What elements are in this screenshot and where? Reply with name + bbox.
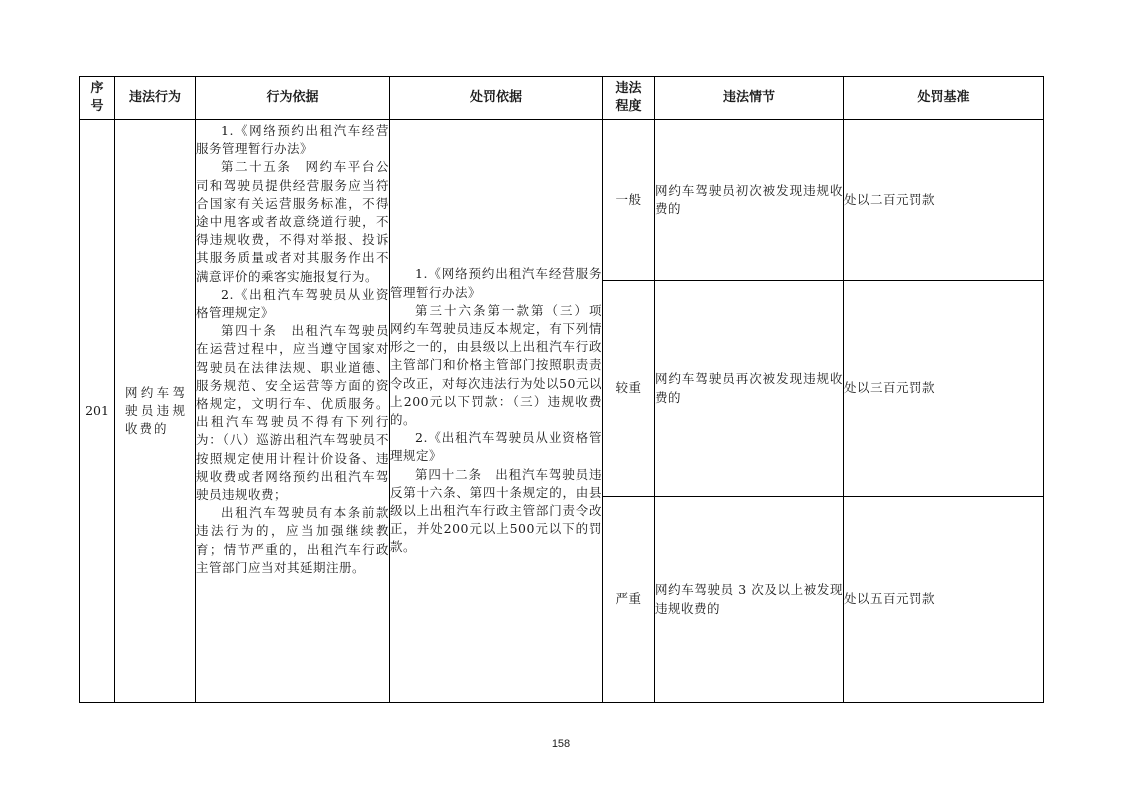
basis-paragraph: 第四十条 出租汽车驾驶员在运营过程中，应当遵守国家对驾驶员在法律法规、职业道德、服务规范、安全运营等方面的资格规定，文明行车、优质服务。出租汽车驾驶员不得有下列行为：（八）巡游出租汽车驾驶员不按照规定使用计程计价设备、违规收费或者网络预约出租汽车驾驶员违规收费； bbox=[196, 323, 389, 503]
punish-basis-paragraph: 第三十六条第一款第（三）项 网约车驾驶员违反本规定，有下列情形之一的，由县级以上出租汽车行政主管部门和价格主管部门按照职责责令改正，对每次违法行为处以50元以上200元以下罚款：（三）违规收费的。 bbox=[390, 302, 616, 427]
cell-standard: 处以二百元罚款 bbox=[844, 120, 1044, 281]
penalty-standard-table bbox=[79, 76, 1044, 703]
cell-circumstance: 网约车驾驶员再次被发现违规收费的 bbox=[655, 281, 844, 497]
cell-standard: 处以五百元罚款 bbox=[844, 497, 1044, 703]
table-row bbox=[80, 120, 1044, 281]
basis-paragraph: 1.《网络预约出租汽车经营服务管理暂行办法》 bbox=[196, 123, 389, 157]
table-header-row bbox=[80, 77, 1044, 120]
basis-paragraph: 2.《出租汽车驾驶员从业资格管理规定》 bbox=[196, 286, 389, 321]
punish-basis-paragraph: 1.《网络预约出租汽车经营服务管理暂行办法》 bbox=[390, 266, 602, 300]
cell-behavior-basis bbox=[196, 120, 390, 703]
basis-paragraph: 出租汽车驾驶员有本条前款违法行为的，应当加强继续教育；情节严重的，出租汽车行政主管部门应当对其延期注册。 bbox=[196, 505, 389, 575]
cell-punishment-basis bbox=[390, 120, 616, 703]
header-punish-basis: 处罚依据 bbox=[390, 77, 603, 120]
punish-basis-paragraph: 第四十二条 出租汽车驾驶员违反第十六条、第四十条规定的，由县级以上出租汽车行政主管部门责令改正，并处200元以上500元以下的罚款。 bbox=[390, 466, 602, 555]
cell-circumstance: 网约车驾驶员初次被发现违规收费的 bbox=[655, 120, 844, 281]
header-basis: 行为依据 bbox=[196, 77, 390, 120]
cell-degree: 较重 bbox=[603, 281, 655, 497]
cell-degree: 一般 bbox=[603, 120, 655, 281]
header-violation: 违法行为 bbox=[115, 77, 196, 120]
header-degree: 违法程度 bbox=[603, 77, 655, 120]
cell-degree: 严重 bbox=[603, 497, 655, 703]
basis-paragraph: 第二十五条 网约车平台公司和驾驶员提供经营服务应当符合国家有关运营服务标准，不得途中甩客或者故意绕道行驶，不得违规收费，不得对举报、投诉其服务质量或者对其服务作出不满意评价的乘客实施报复行为。 bbox=[196, 159, 389, 284]
punish-basis-paragraph: 2.《出租汽车驾驶员从业资格管理规定》 bbox=[390, 430, 602, 464]
page-number: 158 bbox=[551, 738, 571, 750]
header-circumstance: 违法情节 bbox=[655, 77, 844, 120]
cell-seq: 201 bbox=[80, 120, 115, 703]
cell-violation: 网约车驾驶员违规收费的 bbox=[115, 120, 196, 703]
header-standard: 处罚基准 bbox=[844, 77, 1044, 120]
cell-circumstance: 网约车驾驶员 3 次及以上被发现违规收费的 bbox=[655, 497, 844, 703]
header-seq: 序号 bbox=[80, 77, 115, 120]
cell-standard: 处以三百元罚款 bbox=[844, 281, 1044, 497]
